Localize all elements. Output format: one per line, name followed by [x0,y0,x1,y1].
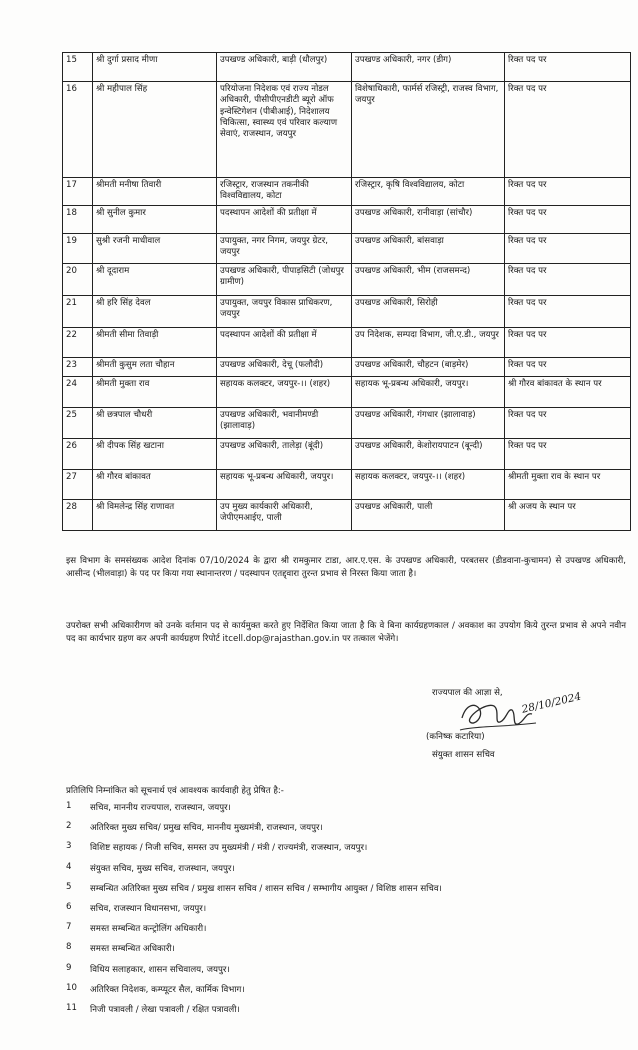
item-text: समस्त सम्बन्धित अधिकारी। [90,944,175,955]
list-item [66,882,626,902]
remark: रिक्त पद पर [505,408,631,439]
serial-number: 20 [63,264,93,296]
serial-number: 24 [63,377,93,408]
item-text: समस्त सम्बन्धित कन्ट्रोलिंग अधिकारी। [90,924,207,935]
item-number: 10 [66,982,77,993]
officer-name: श्री सुनील कुमार [93,206,217,234]
new-post: उपखण्ड अधिकारी, सिरोही [352,296,505,328]
current-post: सहायक कलक्टर, जयपुर-।। (शहर) [217,377,352,408]
new-post: विशेषाधिकारी, फार्मर्स रजिस्ट्री, राजस्व विभाग, जयपुर [352,82,505,178]
officer-name: श्री विमलेन्द्र सिंह राणावत [93,500,217,531]
current-post: रजिस्ट्रार, राजस्थान तकनीकी विश्वविद्यालय, कोटा [217,178,352,206]
cancellation-paragraph: इस विभाग के समसंख्यक आदेश दिनांक 07/10/2024 के द्वारा श्री रामकुमार टाडा, आर.ए.एस. के उपखण्ड अधिकारी, परबतसर (डीडवाना-कुचामन) से उपखण्ड अधिकारी, आसीन्द (भीलवाड़ा) के पद पर किया गया स्थानान्तरण / पदस्थापन एतद्द्वारा तुरन्त प्रभाव से निरस्त किया जाता है। [66,556,626,580]
item-number: 5 [66,881,72,892]
remark: रिक्त पद पर [505,206,631,234]
remark: रिक्त पद पर [505,264,631,296]
table-row [63,470,631,500]
list-item [66,862,626,882]
list-item [66,983,626,1003]
new-post: उपखण्ड अधिकारी, चौहटन (बाड़मेर) [352,358,505,377]
serial-number: 18 [63,206,93,234]
item-number: 6 [66,901,72,912]
current-post: उपखण्ड अधिकारी, पीपाड़सिटी (जोधपुर ग्रामीण) [217,264,352,296]
table-row [63,358,631,377]
copy-to-list [66,801,626,1023]
table-row [63,408,631,439]
list-item [66,942,626,962]
officer-name: श्री दुर्गा प्रसाद मीणा [93,53,217,82]
item-text: सचिव, राजस्थान विधानसभा, जयपुर। [90,903,207,914]
current-post: उपायुक्त, नगर निगम, जयपुर ग्रेटर, जयपुर [217,234,352,264]
officer-name: श्री दूदाराम [93,264,217,296]
current-post: उपखण्ड अधिकारी, देचू (फलौदी) [217,358,352,377]
current-post: पदस्थापन आदेशों की प्रतीक्षा में [217,328,352,358]
list-item [66,801,626,821]
serial-number: 28 [63,500,93,531]
serial-number: 25 [63,408,93,439]
serial-number: 15 [63,53,93,82]
item-number: 4 [66,861,72,872]
new-post: उपखण्ड अधिकारी, रानीवाड़ा (सांचौर) [352,206,505,234]
remark: रिक्त पद पर [505,82,631,178]
item-text: विधिय सलाहकार, शासन सचिवालय, जयपुर। [90,964,230,975]
item-text: संयुक्त सचिव, मुख्य सचिव, राजस्थान, जयपुर। [90,863,235,874]
table-row [63,439,631,470]
table-row [63,53,631,82]
item-number: 1 [66,801,72,811]
officer-name: श्री हरि सिंह देवल [93,296,217,328]
current-post: उपखण्ड अधिकारी, भवानीमण्डी (झालावाड़) [217,408,352,439]
current-post: उप मुख्य कार्यकारी अधिकारी, जेपीएमआईए, पाली [217,500,352,531]
officer-name: श्री छत्रपाल चौधरी [93,408,217,439]
current-post: सहायक भू-प्रबन्ध अधिकारी, जयपुर। [217,470,352,500]
table-row [63,234,631,264]
serial-number: 22 [63,328,93,358]
item-number: 7 [66,922,72,933]
relieving-instruction-paragraph: उपरोक्त सभी अधिकारीगण को उनके वर्तमान पद से कार्यमुक्त करते हुए निर्देशित किया जाता है कि वे बिना कार्यग्रहणकाल / अवकाश का उपयोग किये तुरन्त प्रभाव से अपने नवीन पद का कार्यभार ग्रहण कर अपनी कार्यग्रहण रिपोर्ट itcell.dop@rajasthan.gov.in पर तत्काल भेजेंगे। [66,621,626,645]
table-row [63,296,631,328]
new-post: उपखण्ड अधिकारी, भीम (राजसमन्द) [352,264,505,296]
table-row [63,82,631,178]
serial-number: 23 [63,358,93,377]
order-line: राज्यपाल की आज्ञा से, [432,688,503,698]
new-post: उपखण्ड अधिकारी, केशोरायपाटन (बून्दी) [352,439,505,470]
serial-number: 16 [63,82,93,178]
remark: श्रीमती मुक्ता राव के स्थान पर [505,470,631,500]
list-item [66,922,626,942]
serial-number: 21 [63,296,93,328]
transfer-table [62,52,631,531]
list-item [66,821,626,841]
serial-number: 27 [63,470,93,500]
remark: रिक्त पद पर [505,358,631,377]
item-text: सचिव, माननीय राज्यपाल, राजस्थान, जयपुर। [90,803,231,813]
officer-name: श्रीमती मनीषा तिवारी [93,178,217,206]
table-row [63,178,631,206]
item-text: अतिरिक्त मुख्य सचिव/ प्रमुख सचिव, माननीय मुख्यमंत्री, राजस्थान, जयपुर। [90,823,323,834]
item-number: 8 [66,942,72,953]
signatory-name: (कनिष्क कटारिया) [426,732,485,742]
list-item [66,902,626,922]
item-text: अतिरिक्त निदेशक, कम्प्यूटर सैल, कार्मिक विभाग। [90,984,245,995]
list-item [66,841,626,861]
table-row [63,264,631,296]
officer-name: श्रीमती कुसुम लता चौहान [93,358,217,377]
table-row [63,377,631,408]
list-item [66,963,626,983]
item-text: विशिष्ट सहायक / निजी सचिव, समस्त उप मुख्यमंत्री / मंत्री / राज्यमंत्री, राजस्थान, जयपुर। [90,843,368,854]
table-row [63,206,631,234]
new-post: उपखण्ड अधिकारी, नगर (डीग) [352,53,505,82]
new-post: उपखण्ड अधिकारी, पाली [352,500,505,531]
item-number: 11 [66,1002,77,1013]
new-post: सहायक भू-प्रबन्ध अधिकारी, जयपुर। [352,377,505,408]
remark: श्री गौरव बांकावत के स्थान पर [505,377,631,408]
signatory-designation: संयुक्त शासन सचिव [432,750,495,760]
current-post: उपखण्ड अधिकारी, तालेड़ा (बूंदी) [217,439,352,470]
copy-to-heading: प्रतिलिपि निम्नांकित को सूचनार्थ एवं आवश्यक कार्यवाही हेतु प्रेषित है:- [66,786,284,796]
serial-number: 19 [63,234,93,264]
item-text: सम्बन्धित अतिरिक्त मुख्य सचिव / प्रमुख शासन सचिव / शासन सचिव / सम्भागीय आयुक्त / विशिष्ठ शासन सचिव। [90,883,442,894]
current-post: परियोजना निदेशक एवं राज्य नोडल अधिकारी, पीसीपीएनडीटी ब्यूरो ऑफ इन्वेस्टिगेशन (पीबीआई), निदेशालय चिकित्सा, स्वास्थ्य एवं परिवार कल्याण सेवाएं, राजस्थान, जयपुर [217,82,352,178]
list-item [66,1003,626,1023]
officer-name: श्री गौरव बांकावत [93,470,217,500]
current-post: उपखण्ड अधिकारी, बाड़ी (धौलपुर) [217,53,352,82]
new-post: रजिस्ट्रार, कृषि विश्वविद्यालय, कोटा [352,178,505,206]
remark: रिक्त पद पर [505,178,631,206]
current-post: पदस्थापन आदेशों की प्रतीक्षा में [217,206,352,234]
serial-number: 26 [63,439,93,470]
current-post: उपायुक्त, जयपुर विकास प्राधिकरण, जयपुर [217,296,352,328]
remark: रिक्त पद पर [505,296,631,328]
officer-name: श्री महीपाल सिंह [93,82,217,178]
transfer-table-body [63,53,631,531]
table-row [63,328,631,358]
remark: रिक्त पद पर [505,53,631,82]
item-number: 9 [66,962,72,973]
officer-name: सुश्री रजनी माधीवाल [93,234,217,264]
remark: रिक्त पद पर [505,234,631,264]
handwritten-date: 28/10/2024 [520,690,583,716]
remark: श्री अजय के स्थान पर [505,500,631,531]
officer-name: श्री दीपक सिंह खटाना [93,439,217,470]
new-post: उपखण्ड अधिकारी, बांसवाड़ा [352,234,505,264]
officer-name: श्रीमती सीमा तिवाड़ी [93,328,217,358]
new-post: सहायक कलक्टर, जयपुर-।। (शहर) [352,470,505,500]
remark: रिक्त पद पर [505,439,631,470]
officer-name: श्रीमती मुक्ता राव [93,377,217,408]
remark: रिक्त पद पर [505,328,631,358]
serial-number: 17 [63,178,93,206]
item-number: 2 [66,821,72,832]
new-post: उपखण्ड अधिकारी, गंगधार (झालावाड़) [352,408,505,439]
new-post: उप निदेशक, सम्पदा विभाग, जी.ए.डी., जयपुर [352,328,505,358]
item-text: निजी पत्रावली / लेखा पत्रावली / रक्षित पत्रावली। [90,1004,240,1015]
table-row [63,500,631,531]
item-number: 3 [66,841,72,852]
